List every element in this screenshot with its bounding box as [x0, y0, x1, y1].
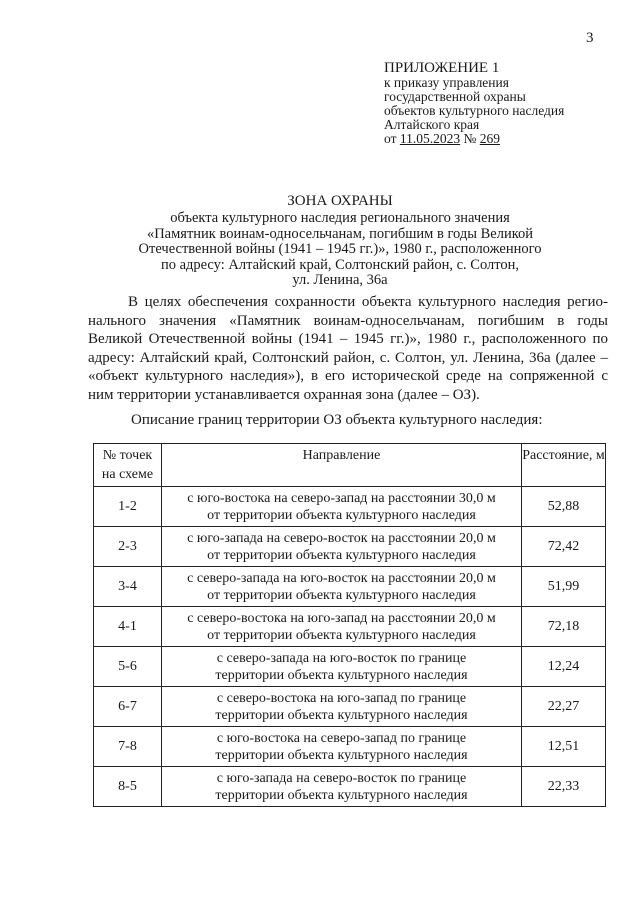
direction-line: от территории объекта культурного наследия	[207, 507, 476, 523]
header-direction: Направление	[162, 444, 522, 487]
direction-line: территории объекта культурного наследия	[215, 667, 468, 683]
appendix-line: Алтайского края	[384, 117, 480, 132]
intro-line: нального значения «Памятник воинам-односельчанам, погибшим в годы	[88, 312, 608, 329]
direction-line: с северо-востока на юго-запад по границе	[216, 690, 467, 706]
cell-distance: 22,27	[522, 687, 606, 727]
direction-line: территории объекта культурного наследия	[215, 707, 468, 723]
direction-line: от территории объекта культурного наследия	[207, 627, 476, 643]
table-row	[94, 607, 606, 647]
cell-direction	[162, 687, 522, 727]
date-prefix: от	[384, 131, 397, 146]
boundaries-table	[93, 443, 606, 807]
appendix-line: государственной охраны	[384, 89, 526, 104]
direction-line: территории объекта культурного наследия	[215, 747, 468, 763]
intro-line: адресу: Алтайский край, Солтонский район, с. Солтон, ул. Ленина, 36а (далее –	[88, 349, 608, 366]
subtitle-line: по адресу: Алтайский край, Солтонский район, с. Солтон,	[160, 256, 520, 273]
cell-distance: 22,33	[522, 767, 606, 807]
direction-line: с северо-запада на юго-восток по границе	[216, 650, 467, 666]
intro-line: В целях обеспечения сохранности объекта культурного наследия регио-	[128, 294, 608, 310]
table-row	[94, 727, 606, 767]
header-distance: Расстояние, м	[522, 444, 606, 487]
cell-points: 1-2	[94, 487, 162, 527]
direction-line: от территории объекта культурного наследия	[207, 587, 476, 603]
direction-line: с юго-запада на северо-восток по границе	[216, 770, 467, 786]
table-row	[94, 767, 606, 807]
appendix-line: к приказу управления	[384, 75, 509, 90]
direction-line: с северо-востока на юго-запад на расстоянии 20,0 м	[187, 610, 496, 626]
table-row	[94, 687, 606, 727]
appendix-heading: ПРИЛОЖЕНИЕ 1	[384, 60, 500, 76]
cell-distance: 52,88	[522, 487, 606, 527]
table-caption: Описание границ территории ОЗ объекта культурного наследия:	[131, 412, 543, 428]
intro-line: ним территории устанавливается охранная зона (далее – ОЗ).	[88, 386, 480, 403]
table-row	[94, 487, 606, 527]
cell-points: 2-3	[94, 527, 162, 567]
header-points-line: № точек	[102, 448, 153, 463]
subtitle-line: объекта культурного наследия регионального значения	[170, 210, 510, 226]
intro-paragraph	[88, 293, 608, 405]
direction-line: с юго-запада на северо-восток на расстоянии 20,0 м	[187, 530, 496, 546]
cell-direction	[162, 487, 522, 527]
cell-direction	[162, 727, 522, 767]
direction-line: территории объекта культурного наследия	[215, 787, 468, 803]
direction-line: от территории объекта культурного наследия	[207, 547, 476, 563]
page-number: 3	[586, 30, 594, 46]
cell-points: 5-6	[94, 647, 162, 687]
table-row	[94, 567, 606, 607]
cell-direction	[162, 567, 522, 607]
cell-points: 7-8	[94, 727, 162, 767]
number-sign: №	[463, 131, 477, 146]
cell-points: 8-5	[94, 767, 162, 807]
cell-distance: 72,42	[522, 527, 606, 567]
table-row	[94, 527, 606, 567]
intro-line: Великой Отечественной войны (1941 – 1945 гг.)», 1980 г., расположенного по	[88, 331, 608, 348]
intro-line: «объект культурного наследия»), в его исторической среде на сопряженной с	[88, 368, 608, 385]
cell-points: 4-1	[94, 607, 162, 647]
table-header-row	[94, 444, 606, 487]
cell-direction	[162, 527, 522, 567]
cell-points: 6-7	[94, 687, 162, 727]
order-number: 269	[479, 131, 500, 146]
direction-line: с юго-востока на северо-запад по границе	[216, 730, 467, 746]
order-date-line	[384, 132, 564, 146]
table-row	[94, 647, 606, 687]
cell-distance: 51,99	[522, 567, 606, 607]
subtitle-line: «Памятник воинам-односельчанам, погибшим в годы Великой	[146, 225, 534, 242]
document-subtitle	[80, 211, 600, 289]
document-title: ЗОНА ОХРАНЫ	[287, 193, 393, 209]
cell-points: 3-4	[94, 567, 162, 607]
appendix-header	[384, 60, 564, 146]
cell-direction	[162, 647, 522, 687]
direction-line: с северо-запада на юго-восток на расстоянии 20,0 м	[187, 570, 496, 586]
order-date: 11.05.2023	[399, 131, 461, 146]
cell-distance: 12,51	[522, 727, 606, 767]
cell-distance: 72,18	[522, 607, 606, 647]
header-points	[94, 444, 162, 487]
cell-distance: 12,24	[522, 647, 606, 687]
subtitle-line: ул. Ленина, 36а	[292, 272, 388, 288]
appendix-line: объектов культурного наследия	[384, 103, 565, 118]
header-points-line: на схеме	[101, 467, 154, 482]
direction-line: с юго-востока на северо-запад на расстоянии 30,0 м	[187, 490, 496, 506]
cell-direction	[162, 767, 522, 807]
cell-direction	[162, 607, 522, 647]
subtitle-line: Отечественной войны (1941 – 1945 гг.)», 1980 г., расположенного	[138, 241, 542, 257]
